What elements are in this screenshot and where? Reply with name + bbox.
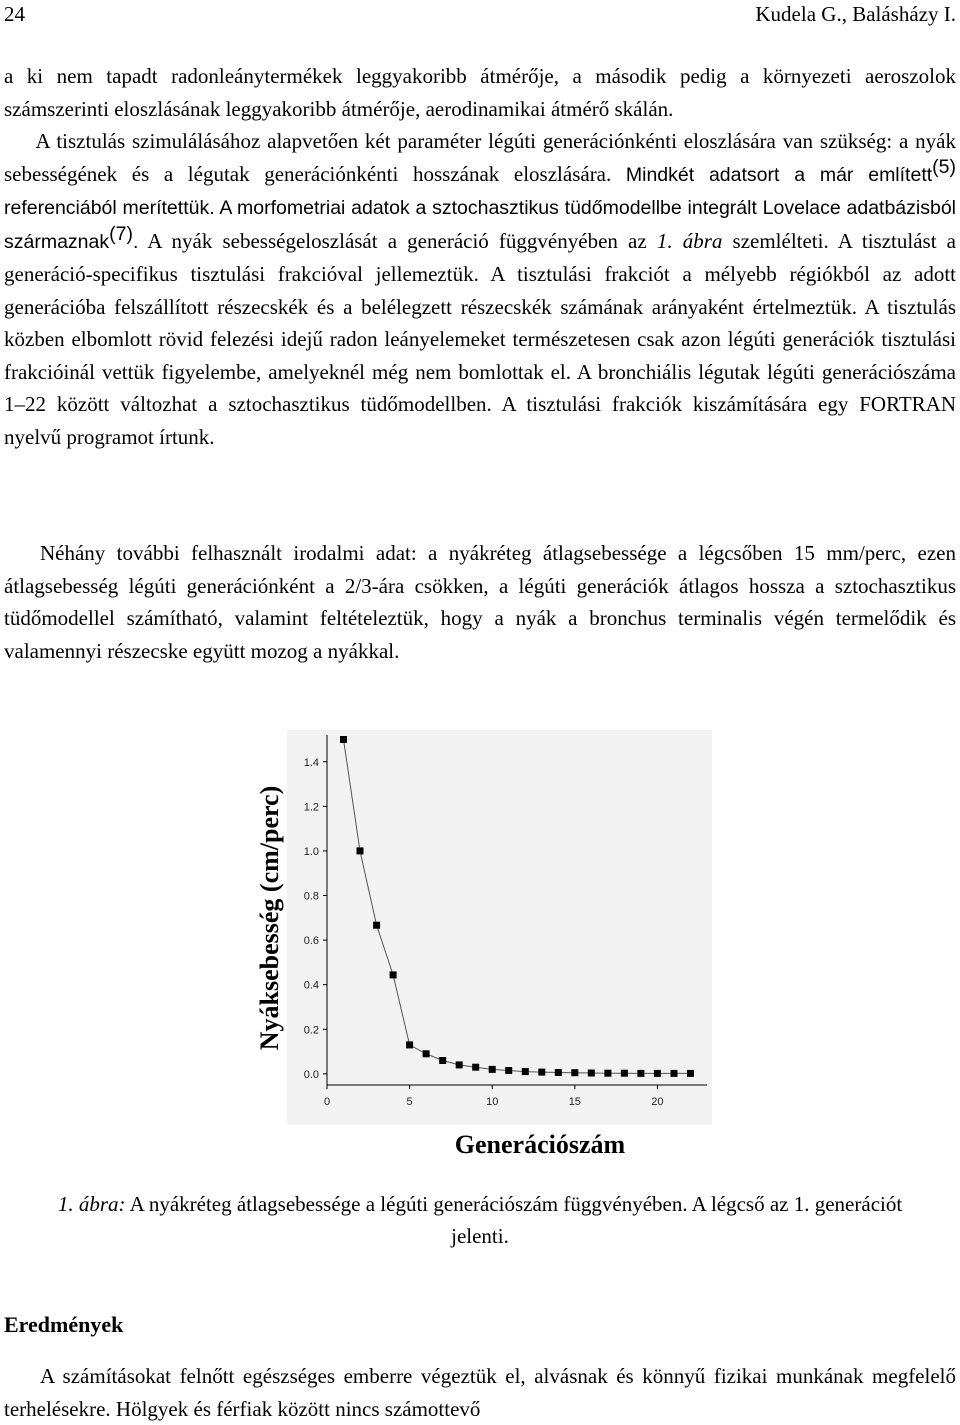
data-point bbox=[555, 1069, 562, 1076]
y-axis-label-text: Nyáksebesség (cm/perc) bbox=[255, 785, 284, 1051]
sentence-3-part-b: referenciából merítettük. A morfometriai adatok a sztochasztikus tüdőmodellbe integrált Lovelace adatbázisból származnak bbox=[4, 197, 956, 253]
x-tick-label: 5 bbox=[406, 1096, 413, 1108]
data-point bbox=[390, 971, 397, 978]
plot-area bbox=[287, 730, 712, 1125]
y-tick-label: 0.0 bbox=[303, 1068, 319, 1081]
data-point bbox=[571, 1069, 578, 1076]
y-tick-label: 1.4 bbox=[303, 756, 319, 769]
data-point bbox=[522, 1068, 529, 1075]
sentence-4-part-b: szemlélteti. bbox=[732, 228, 829, 253]
running-authors: Kudela G., Balásházy I. bbox=[755, 2, 956, 26]
data-point bbox=[357, 847, 364, 854]
sentence-2-text: A tisztulás szimulálásához alapvetően két paraméter légúti generációnkénti eloszlására van szükség: a nyák sebességének és a légutak generációnkénti hosszának eloszlására. bbox=[4, 129, 956, 186]
data-point bbox=[456, 1061, 463, 1068]
y-tick-label: 0.6 bbox=[303, 935, 319, 948]
sentence-3-part-c: . bbox=[132, 230, 139, 253]
caption-label: 1. ábra: bbox=[57, 1192, 126, 1216]
paragraph-literature-data bbox=[4, 537, 956, 667]
figure-reference: 1. ábra bbox=[656, 228, 723, 253]
section-title: Eredmények bbox=[4, 1312, 124, 1337]
sentence-4-part-a: A nyák sebességeloszlását a generáció függvényében az bbox=[147, 228, 647, 253]
data-point bbox=[621, 1070, 628, 1077]
x-tick-label: 0 bbox=[323, 1096, 331, 1108]
data-point bbox=[654, 1070, 661, 1077]
figure-1-chart bbox=[250, 728, 740, 1168]
figure-caption bbox=[40, 1188, 920, 1252]
data-point bbox=[505, 1067, 512, 1074]
data-point bbox=[687, 1070, 694, 1077]
data-point bbox=[604, 1070, 611, 1077]
x-tick-label: 20 bbox=[651, 1096, 664, 1108]
data-point bbox=[671, 1070, 678, 1077]
y-tick-label: 0.4 bbox=[303, 979, 319, 992]
page-header bbox=[4, 0, 956, 30]
chart-svg bbox=[287, 730, 712, 1125]
paragraph-literature-text: Néhány további felhasznált irodalmi adat: a nyákréteg átlagsebessége a légcsőben 15 mm/perc, ezen átlagsebesség légúti generációnként a 2/3-ára csökken, a légúti generációk átlagos hossza a sztochasztikus tüdőmodellel számítható, valamint feltételeztük, hogy a nyák a bronchus terminalis végén termelődik és valamennyi részecske együtt mozog a nyákkal. bbox=[4, 541, 956, 663]
x-tick-label: 15 bbox=[568, 1096, 581, 1108]
data-point bbox=[489, 1066, 496, 1073]
sentence-1: a ki nem tapadt radonleánytermékek leggyakoribb átmérője, a második pedig a környezeti aeroszolok számszerinti eloszlásának leggyakoribb átmérője, aerodinamikai átmérő skálán. bbox=[4, 64, 956, 121]
reference-7: (7) bbox=[109, 222, 133, 245]
data-point bbox=[472, 1064, 479, 1071]
y-tick-label: 1.2 bbox=[303, 801, 319, 814]
x-tick-label: 10 bbox=[486, 1096, 499, 1108]
page-number: 24 bbox=[4, 2, 25, 26]
sentence-5: A tisztulást a generáció-specifikus tisztulási frakcióval jellemeztük. A tisztulási frakciót a mélyebb régiókból az adott generációba felszállított részecskék és a belélegzett részecskék számának arányaként értelmeztük. A tisztulás közben elbomlott rövid felezési idejű radon leányelemeket természetesen csak azon légúti generációk tisztulási frakcióinál vettük figyelembe, amelyeknél még nem bomlottak el. A bronchiális légutak légúti generációszáma 1–22 között változhat a sztochasztikus tüdőmodellben. A tisztulási frakciók kiszámítására egy FORTRAN nyelvű programot írtunk. bbox=[4, 228, 956, 449]
y-axis-label bbox=[250, 728, 290, 1108]
data-point bbox=[406, 1041, 413, 1048]
data-point bbox=[340, 736, 347, 743]
paragraph-methods bbox=[4, 60, 956, 453]
data-point bbox=[439, 1057, 446, 1064]
data-point bbox=[373, 922, 380, 929]
data-point bbox=[637, 1070, 644, 1077]
y-tick-label: 0.8 bbox=[303, 890, 319, 903]
reference-5: (5) bbox=[932, 155, 957, 178]
caption-text: A nyákréteg átlagsebessége a légúti generációszám függvényében. A légcső az 1. generációt jelenti. bbox=[129, 1192, 903, 1248]
series-line bbox=[344, 740, 691, 1074]
sentence-3-part-a: Mindkét adatsort a már említett bbox=[625, 163, 933, 186]
data-point bbox=[423, 1050, 430, 1057]
paragraph-results-text: A számításokat felnőtt egészséges emberre végeztük el, alvásnak és könnyű fizikai munkának megfelelő terhelésekre. Hölgyek és férfiak között nincs számottevő bbox=[4, 1364, 956, 1421]
data-point bbox=[588, 1070, 595, 1077]
y-tick-label: 1.0 bbox=[303, 845, 319, 858]
x-axis-label: Generációszám bbox=[454, 1130, 626, 1159]
y-tick-label: 0.2 bbox=[303, 1024, 319, 1037]
paragraph-results bbox=[4, 1360, 956, 1425]
data-point bbox=[538, 1069, 545, 1076]
